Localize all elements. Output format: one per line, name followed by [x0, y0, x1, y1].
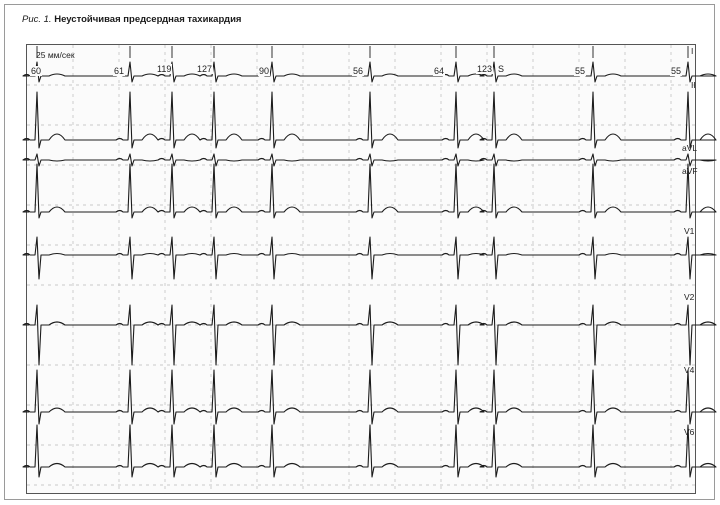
trace-lead-ii — [23, 92, 716, 148]
lead-label-v2: V2 — [684, 292, 695, 302]
rate-label-2: 61 — [114, 66, 125, 76]
lead-label-v1: V1 — [684, 226, 695, 236]
lead-label-i: I — [691, 46, 694, 56]
rate-label-10: 55 — [575, 66, 586, 76]
rate-label-6: 56 — [353, 66, 364, 76]
rate-label-4: 127 — [197, 64, 213, 74]
paper-speed-label: 25 мм/сек — [36, 50, 75, 60]
rate-label-5: 90 — [259, 66, 270, 76]
rate-label-1: 60 — [31, 66, 42, 76]
rate-label-11: 55 — [671, 66, 682, 76]
lead-label-avf: aVF — [682, 166, 698, 176]
trace-lead-avf — [23, 164, 716, 218]
trace-lead-i — [23, 62, 716, 82]
lead-label-avl: aVL — [682, 143, 698, 153]
rate-label-7: 64 — [434, 66, 445, 76]
lead-label-ii: II — [691, 80, 696, 90]
rate-label-9: S — [498, 64, 505, 74]
trace-lead-v4 — [23, 370, 716, 424]
trace-lead-v2 — [23, 305, 716, 365]
figure-title: Неустойчивая предсердная тахикардия — [54, 14, 242, 25]
trace-lead-v1 — [23, 237, 716, 279]
lead-label-v6: V6 — [684, 427, 695, 437]
rate-label-8: 123 — [477, 64, 493, 74]
figure-number: Рис. 1. — [22, 14, 52, 25]
trace-lead-v6 — [23, 425, 716, 477]
rate-label-3: 119 — [157, 64, 172, 74]
lead-label-v4: V4 — [684, 365, 695, 375]
